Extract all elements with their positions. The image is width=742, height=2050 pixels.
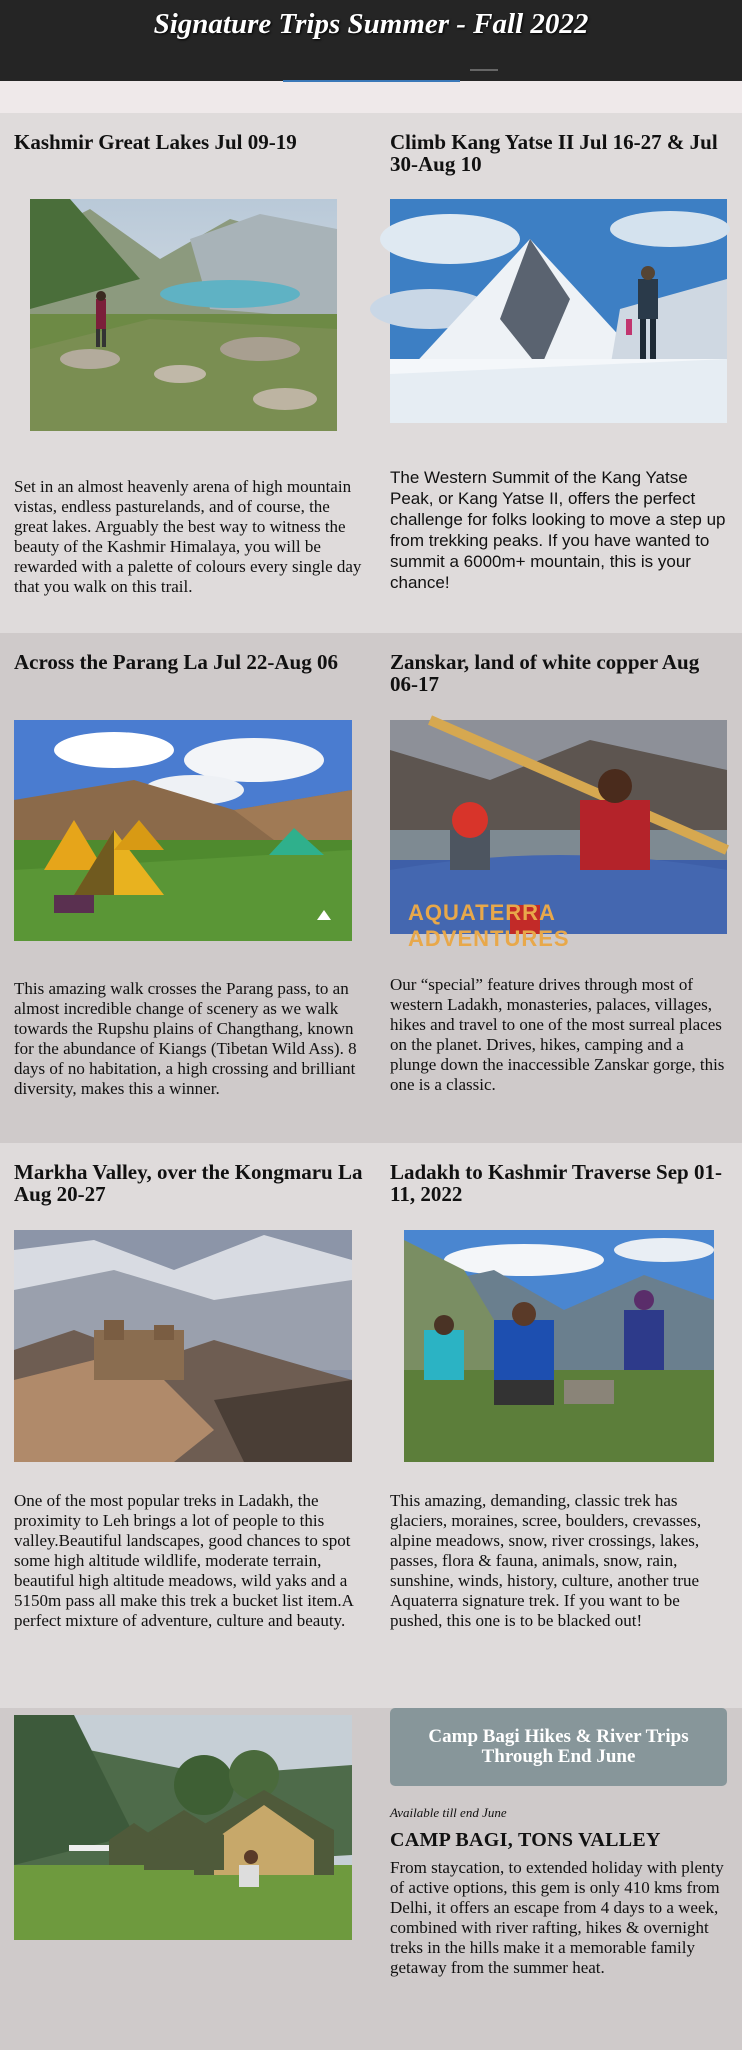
header-accent-bar [283,80,460,82]
header-underline [470,69,498,71]
tents-meadow-photo[interactable] [14,720,352,941]
snow-summit-photo[interactable] [390,199,727,423]
availability-note: Available till end June [390,1805,507,1820]
river-raft-photo[interactable] [390,720,727,951]
trip-row-3 [0,1143,742,1708]
trip-title[interactable]: Ladakh to Kashmir Traverse Sep 01-11, 2022 [390,1160,722,1206]
trip-card-markha[interactable] [14,1161,364,1205]
trip-desc-parang-la [14,979,364,1099]
trip-title[interactable]: Kashmir Great Lakes Jul 09-19 [14,130,297,154]
trip-card-ladakh-kashmir[interactable] [390,1161,735,1205]
trip-description: This amazing walk crosses the Parang pass, to an almost incredible change of scenery as we walk towards the Rupshu plains of Changthang, known for the abundance of Kiangs (Tibetan Wild Ass). 8 days of no habitation, a high crossing and brilliant diversity, makes this a winner. [14,979,357,1098]
trip-description: Our “special” feature drives through most of western Ladakh, monasteries, palaces, villages, hikes and travel to one of the most surreal places on the planet. Drives, hikes, camping and a plunge down the inaccessible Zanskar gorge, this one is a classic. [390,975,725,1094]
trip-row-1 [0,113,742,633]
trip-card-parang-la[interactable] [14,651,364,673]
cta-label[interactable]: Camp Bagi Hikes & River Trips Through End June [428,1726,689,1767]
trip-description: The Western Summit of the Kang Yatse Peak, or Kang Yatse II, offers the perfect challenge for folks looking to move a step up from trekking peaks. If you have wanted to summit a 6000m+ mountain, this is your chance! [390,468,726,592]
camp-tents-photo[interactable] [14,1715,352,1940]
header-strip [0,81,742,113]
trip-title[interactable]: Zanskar, land of white copper Aug 06-17 [390,650,700,696]
raft-text: AQUATERRA ADVENTURES [408,900,570,951]
trip-desc-ladakh-kashmir [390,1491,735,1631]
trip-description: This amazing, demanding, classic trek has glaciers, moraines, scree, boulders, crevasses, alpine meadows, snow, river crossings, lakes, passes, flora & fauna, animals, snow, rain, sunshine, winds, history, culture, another true Aquaterra signature trek. If you want to be pushed, this one is to be blacked out! [390,1491,702,1630]
trip-desc-zanskar [390,975,730,1095]
camp-bagi-section [0,1708,742,2050]
trip-card-kashmir[interactable] [14,131,364,153]
trip-desc-kashmir [14,477,364,597]
trip-title[interactable]: Across the Parang La Jul 22-Aug 06 [14,650,338,674]
trip-card-kang-yatse[interactable] [390,131,730,175]
camp-bagi-cta-button[interactable] [390,1708,727,1786]
page-header [0,0,742,81]
trip-description: Set in an almost heavenly arena of high mountain vistas, endless pasturelands, and of course, the great lakes. Arguably the best way to witness the beauty of the Kashmir Himalaya, you will be rewarded with a palette of colours every single day that you walk on this trail. [14,477,362,596]
trip-card-zanskar[interactable] [390,651,730,695]
trip-title[interactable]: Climb Kang Yatse II Jul 16-27 & Jul 30-Aug 10 [390,130,718,176]
page-title: Signature Trips Summer - Fall 2022 [153,8,589,40]
trip-title[interactable]: Markha Valley, over the Kongmaru La Aug 20-27 [14,1160,363,1206]
lake-valley-photo[interactable] [30,199,337,431]
trip-desc-kang-yatse [390,467,730,593]
camp-title: CAMP BAGI, TONS VALLEY [390,1829,661,1851]
trip-desc-markha [14,1491,364,1631]
trip-row-2 [0,633,742,1143]
trip-description: One of the most popular treks in Ladakh, the proximity to Leh brings a lot of people to this valley.Beautiful landscapes, good chances to spot some high altitude wildlife, moderate terrain, beautiful high altitude meadows, wild yaks and a 5150m pass all make this trek a bucket list item.A perfect mixture of adventure, culture and beauty. [14,1491,353,1630]
trekkers-group-photo[interactable] [404,1230,714,1462]
camp-description: From staycation, to extended holiday with plenty of active options, this gem is only 410 kms from Delhi, it offers an escape from 4 days to a week, combined with river rafting, hikes & overnight treks in the hills make it a memorable family getaway from the summer heat. [390,1858,724,1977]
monastery-mountain-photo[interactable] [14,1230,352,1462]
